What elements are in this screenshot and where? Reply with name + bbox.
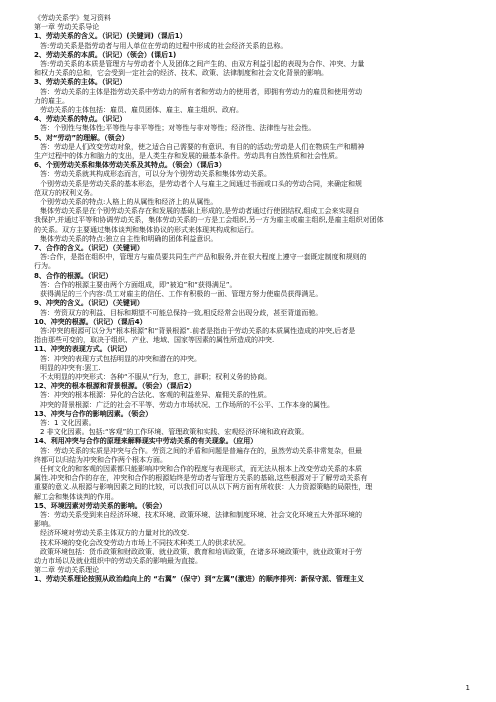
doc-title: 《劳动关系学》复习资料 [34, 14, 111, 22]
question-heading: 7、合作的含义。（识记）（关键词） [34, 244, 144, 253]
body-line: 经济环境对劳动关系主体双方的力量对比的改变. [40, 529, 190, 538]
question-heading: 10、冲突的根源。（识记）（课后4） [34, 317, 147, 326]
body-line: 范双方的权利义务。 [34, 188, 97, 197]
body-line: 技术环境的变化会改变劳动力市场上不同技术种类工人的供求状况。 [40, 538, 250, 547]
body-line: 影响。 [34, 520, 55, 529]
body-line: 任何文化的和客观的因素都只能影响冲突和合作的程度与表现形式，而无法从根本上改变劳动关系的本质 [40, 464, 362, 473]
body-line: 答：冲突的表现方式包括明显的冲突和潜在的冲突。 [40, 354, 201, 363]
body-line: 的关系。双方主要通过集体谈判和集体协议的形式来体现其构成和运行。 [34, 225, 258, 234]
body-line: 指由那些可变的，取决于组织、产业、地域、国家等因素的属性所造成的冲突. [34, 336, 275, 345]
body-line: 集体劳动关系是在个别劳动关系存在和发展的基础上形成的,是劳动者通过行使团结权,组成工会来实现自 [40, 207, 360, 216]
body-line: 1、劳动关系理论按照从政治趋向上的 “右翼”（保守）到“左翼”(激进）的顺序排列：新保守派、管理主义 [34, 575, 364, 584]
question-heading: 4、劳动关系的特点。（识记） [34, 115, 127, 124]
body-line: 我保护,并通过平等和协调劳动关系，集体劳动关系的一方是工会组织,另一方为雇主或雇主组织,是雇主组织对团体 [34, 216, 384, 225]
question-heading: 9、冲突的含义。（识记）（关键词） [34, 299, 144, 308]
question-heading: 13、冲突与合作的影响因素。（领会） [34, 409, 153, 418]
body-line: 答：劳动是人们改变劳动对象，使之适合自己需要的有意识、有目的的活动;劳动是人们在物质生产和精神 [40, 142, 365, 151]
question-heading: 12、冲突的根本根源和背景根源。（领会）（课后2） [34, 382, 196, 391]
chapter-heading: 第一章 劳动关系导论 [34, 23, 100, 32]
question-heading: 14、利用冲突与合作的原理来解释现实中劳动关系的有关现象。（应用） [34, 437, 258, 446]
body-line: 答:劳动关系是指劳动者与用人单位在劳动的过程中形成的社会经济关系的总称。 [40, 41, 288, 50]
body-line: 解工会和集体谈判的作用。 [34, 492, 118, 501]
body-line: 政策环境包括：货币政策和财政政策、就业政策、教育和培训政策，在诸多环境政策中，就业政策对于劳 [40, 547, 362, 556]
question-heading: 6、个别劳动关系和集体劳动关系及其特点。（领会）（课后3） [34, 161, 226, 170]
chapter-heading: 第二章 劳动关系理论 [34, 566, 100, 575]
body-line: 冲突的背景根源：广泛的社会不平等、劳动力市场状况、工作场所的不公平、工作本身的属性。 [40, 400, 334, 409]
body-line: 答：冲突的根本根源：异化的合法化、客观的利益差异、雇佣关系的性质。 [40, 391, 271, 400]
question-heading: 3、劳动关系的主体。（识记） [34, 78, 127, 87]
body-line: 动力市场以及就业组织中的劳动关系的影响最为直接。 [34, 556, 202, 565]
question-heading: 8、合作的根源。（识记） [34, 271, 113, 280]
body-line: 力的雇主。 [34, 96, 69, 105]
body-line: 答：劳动关系的实质是冲突与合作。劳资之间的矛盾和问题是普遍存在的，虽然劳动关系非常复杂，但最 [40, 446, 362, 455]
question-heading: 2、劳动关系的本质。（识记）（领会）(课后1) [34, 50, 177, 59]
body-line: 重要的意义.从根源与影响因素之间的比较，可以我们可以从以下两方面有所收获：人力资源策略的局限性，理 [34, 483, 373, 492]
body-line: 答:冲突的根源可以分为“根本根源”和“背景根源”.前者是指由于劳动关系的本质属性造成的冲突,后者是 [40, 326, 356, 335]
body-line: 获得满足的三个内容:员工对雇主的信任、工作有积极的一面、管理方努力使雇员获得满足。 [40, 290, 323, 299]
body-line: 答：1 文化因素。 [40, 418, 96, 427]
body-line: 答：劳动关系受到来自经济环境、技术环境、政策环境、法律和制度环境、社会文化环境五大外部环境的 [40, 510, 362, 519]
body-line: 答:合作，是指在组织中，管理方与雇员要共同生产产品和服务,并在很大程度上遵守一套既定制度和规则的 [40, 253, 367, 262]
body-line: 答：合作的根源主要由两个方面组成，即“被迫”和“获得满足”。 [40, 280, 237, 289]
question-heading: 11、冲突的表现方式。（识记） [34, 345, 132, 354]
document-body [34, 32, 464, 566]
document-page [34, 14, 464, 585]
body-line: 劳动关系的主体包括：雇员、雇员团体、雇主、雇主组织、政府。 [40, 106, 243, 115]
body-line: 答：劳动关系的主体是指劳动关系中劳动力的所有者和劳动力的使用者，即拥有劳动力的雇员和使用劳动 [40, 87, 362, 96]
body-line: 行为。 [34, 262, 55, 271]
body-line: 明显的冲突有:罢工. [40, 363, 101, 372]
body-line: 不太明显的冲突形式：各种“不服从”行为，怠工，辞职；权利义务的协商。 [40, 372, 272, 381]
body-line: 个别劳动关系是劳动关系的基本形态，是劳动者个人与雇主之间通过书面或口头的劳动合同，来确定和规 [40, 179, 362, 188]
body-line: 答:劳动关系的本质是管理方与劳动者个人及团体之间产生的、由双方利益引起的表现为合作、冲突、力量 [40, 60, 365, 69]
question-heading: 1、劳动关系的含义。（识记）(关键词)（课后1） [34, 32, 187, 41]
body-line: 属性.冲突和合作的存在，冲突和合作的根源始终是劳动者与管理方关系的基础,这些根源对于了解劳动关系有 [34, 474, 368, 483]
body-line: 答：个别性与集体性;平等性与非平等性；对等性与非对等性；经济性、法律性与社会性。 [40, 124, 316, 133]
body-line: 2 非文化因素。包括:“客观”的工作环境、管理政策和实践、宏观经济环境和政府政策。 [40, 428, 309, 437]
body-line: 和权力关系的总和，它会受到一定社会的经济、技术、政策、法律制度和社会文化背景的影响。 [34, 69, 328, 78]
body-line: 终都可以归结为冲突和合作两个根本方面。 [34, 455, 167, 464]
body-line: 个别劳动关系的特点:人格上的从属性和经济上的从属性。 [40, 198, 218, 207]
question-heading: 15、环境因素对劳动关系的影响。（领会） [34, 501, 167, 510]
body-line: 集体劳动关系的特点:独立自主性和明确的团体利益意识。 [40, 234, 218, 243]
body-line: 答：劳动关系就其构成形态而言，可以分为个别劳动关系和集体劳动关系。 [40, 170, 271, 179]
question-heading: 5、对“劳动”的理解。（领会） [34, 133, 129, 142]
body-line: 生产过程中的体力和脑力的支出，是人类生存和发展的最基本条件。劳动具有自然性质和社会性质。 [34, 152, 342, 161]
page-number: 1 [465, 684, 470, 692]
body-line: 答：劳资双方的利益、目标和期望不可能总保持一致,相反经常会出现分歧，甚至背道而驰。 [40, 308, 323, 317]
